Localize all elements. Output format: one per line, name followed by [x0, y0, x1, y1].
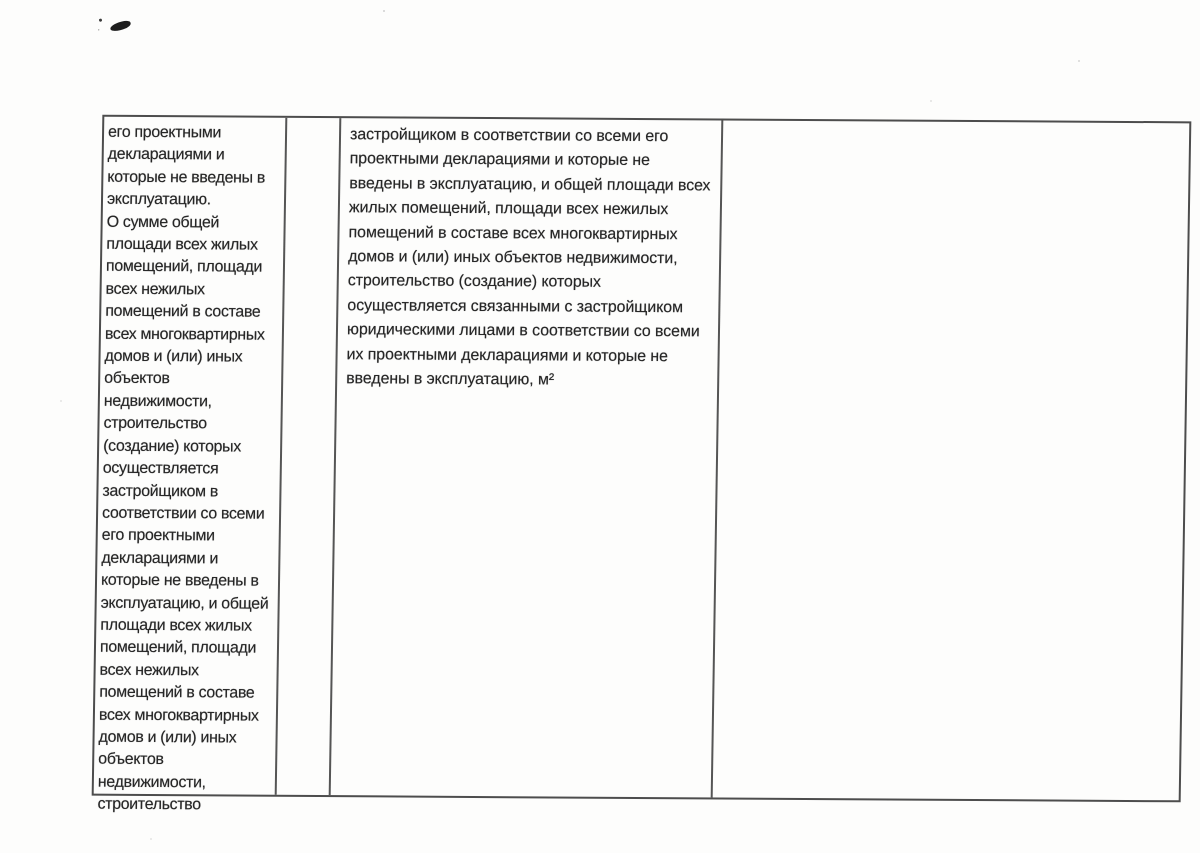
ink-smudge-mark — [109, 20, 131, 33]
table-cell-middle-description — [331, 118, 724, 797]
middle-column-text: застройщиком в соответствии со всеми его проектными декларациями и которые не введены в эксплуатацию, и общей площади всех жилых помещений, площади всех нежилых помещений в составе всех многоквартирных домов и (или) иных объектов недвижимости, строительство (создание) которых осуществляется связанными с застройщиком юридическими лицами в соответствии со всеми их проектными декларациями и которые не введены в эксплуатацию, м² — [346, 126, 711, 389]
left-column-text: его проектными декларациями и которые не введены в эксплуатацию. О сумме общей площади всех жилых помещений, площади всех нежилых помещений в составе всех многоквартирных домов и (или) иных объектов недвижимости, строительство (создание) которых осуществляется застройщиком в соответствии со всеми его проектными декларациями и которые не введены в эксплуатацию, и общей площади всех жилых помещений, площади всех нежилых помещений в составе всех многоквартирных домов и (или) иных объектов недвижимости, строительство — [97, 123, 269, 814]
document-table — [92, 115, 1192, 814]
table-cell-left-description — [94, 117, 288, 814]
scan-noise-specks — [0, 0, 2, 2]
table-cell-right-empty — [713, 120, 1190, 800]
